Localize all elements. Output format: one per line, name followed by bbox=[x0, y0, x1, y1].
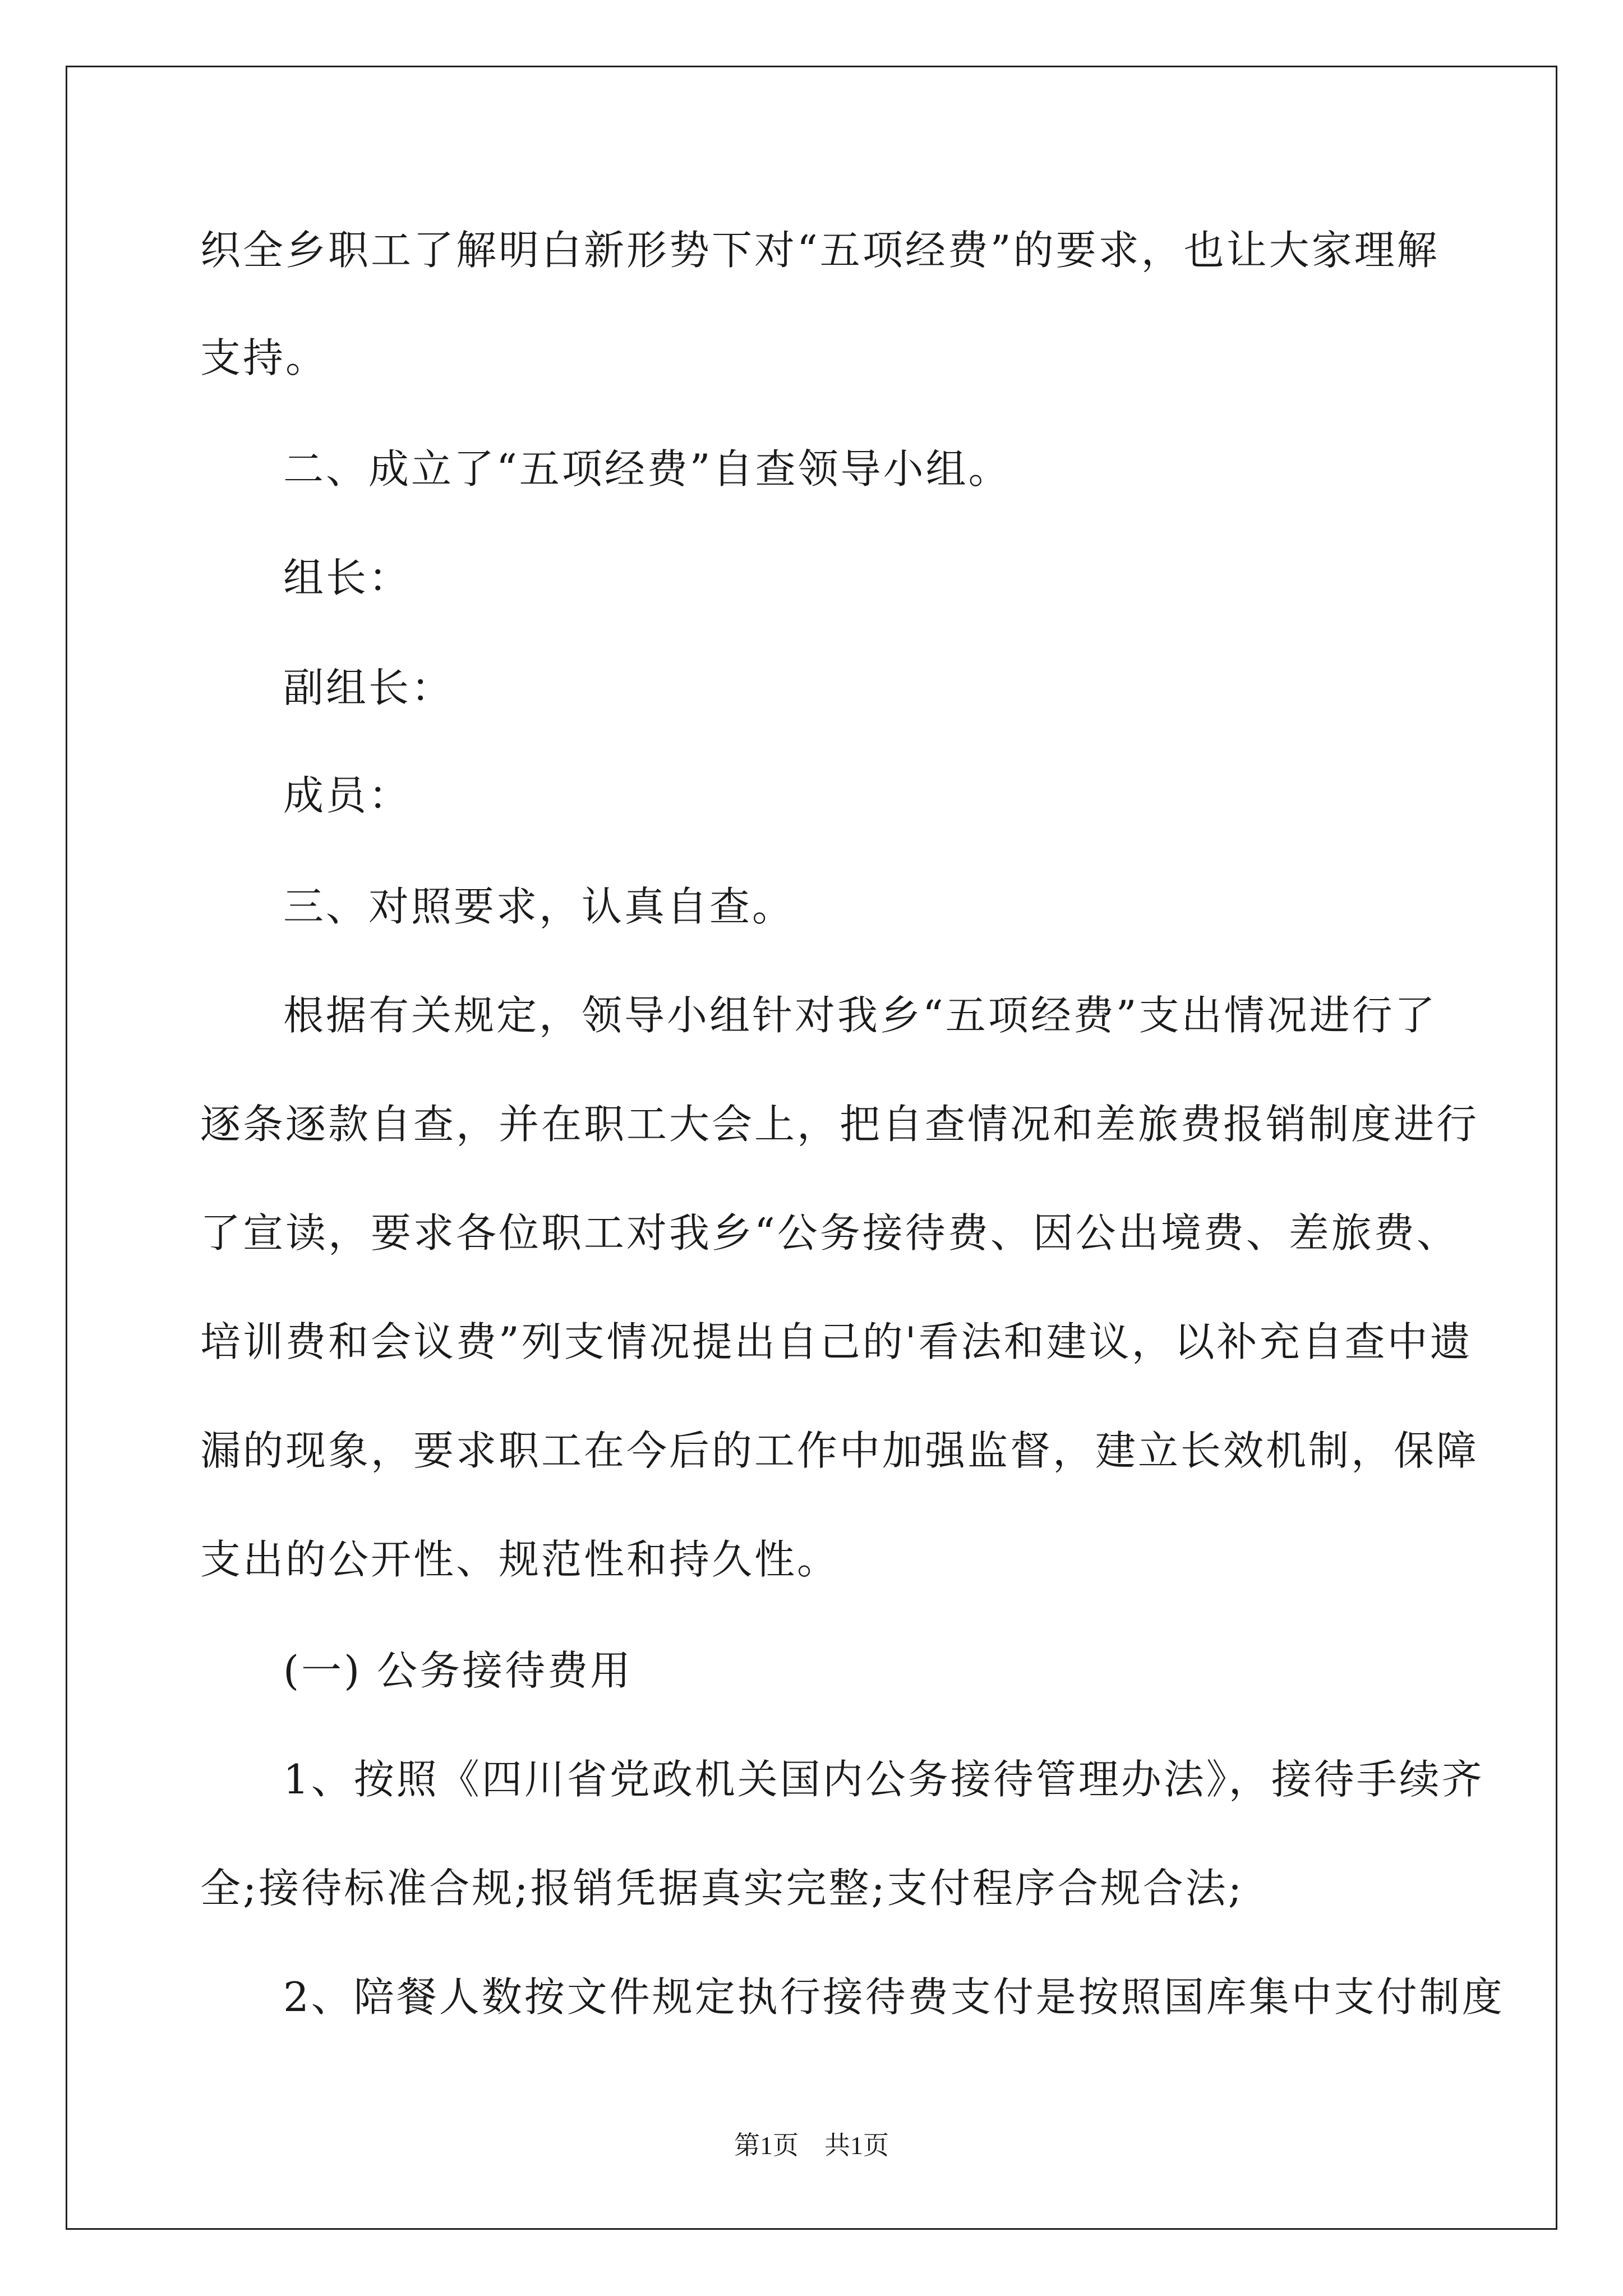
item-1-line-2: 全;接待标准合规;报销凭据真实完整;支付程序合规合法; bbox=[200, 1865, 1244, 1912]
item-2-line-1: 2、陪餐人数按文件规定执行接待费支付是按照国库集中支付制度 bbox=[283, 1973, 1505, 2021]
body-paragraph-line-3: 了宣读，要求各位职工对我乡“公务接待费、因公出境费、差旅费、 bbox=[200, 1209, 1459, 1257]
section-heading-2: 二、成立了“五项经费”自查领导小组。 bbox=[283, 445, 1011, 493]
members-label: 成员： bbox=[283, 772, 412, 819]
item-1-line-1: 1、按照《四川省党政机关国内公务接待管理办法》，接待手续齐 bbox=[283, 1756, 1484, 1803]
body-paragraph-line-6: 支出的公开性、规范性和持久性。 bbox=[200, 1536, 840, 1583]
subsection-heading-1: (一) 公务接待费用 bbox=[283, 1647, 633, 1694]
body-paragraph-line-4: 培训费和会议费”列支情况提出自己的'看法和建议，以补充自查中遗 bbox=[200, 1318, 1473, 1365]
group-leader-label: 组长： bbox=[283, 554, 412, 601]
page-footer: 第1页 共1页 bbox=[734, 2131, 889, 2160]
section-heading-3: 三、对照要求，认真自查。 bbox=[283, 883, 795, 930]
body-paragraph-line-1: 根据有关规定，领导小组针对我乡“五项经费”支出情况进行了 bbox=[283, 992, 1437, 1039]
deputy-leader-label: 副组长： bbox=[283, 664, 454, 711]
body-paragraph-line-5: 漏的现象，要求职工在今后的工作中加强监督，建立长效机制，保障 bbox=[200, 1427, 1479, 1474]
paragraph-continuation-line-2: 支持。 bbox=[200, 334, 329, 381]
paragraph-continuation-line-1: 织全乡职工了解明白新形势下对“五项经费”的要求，也让大家理解 bbox=[200, 227, 1440, 274]
body-paragraph-line-2: 逐条逐款自查，并在职工大会上，把自查情况和差旅费报销制度进行 bbox=[200, 1101, 1479, 1148]
